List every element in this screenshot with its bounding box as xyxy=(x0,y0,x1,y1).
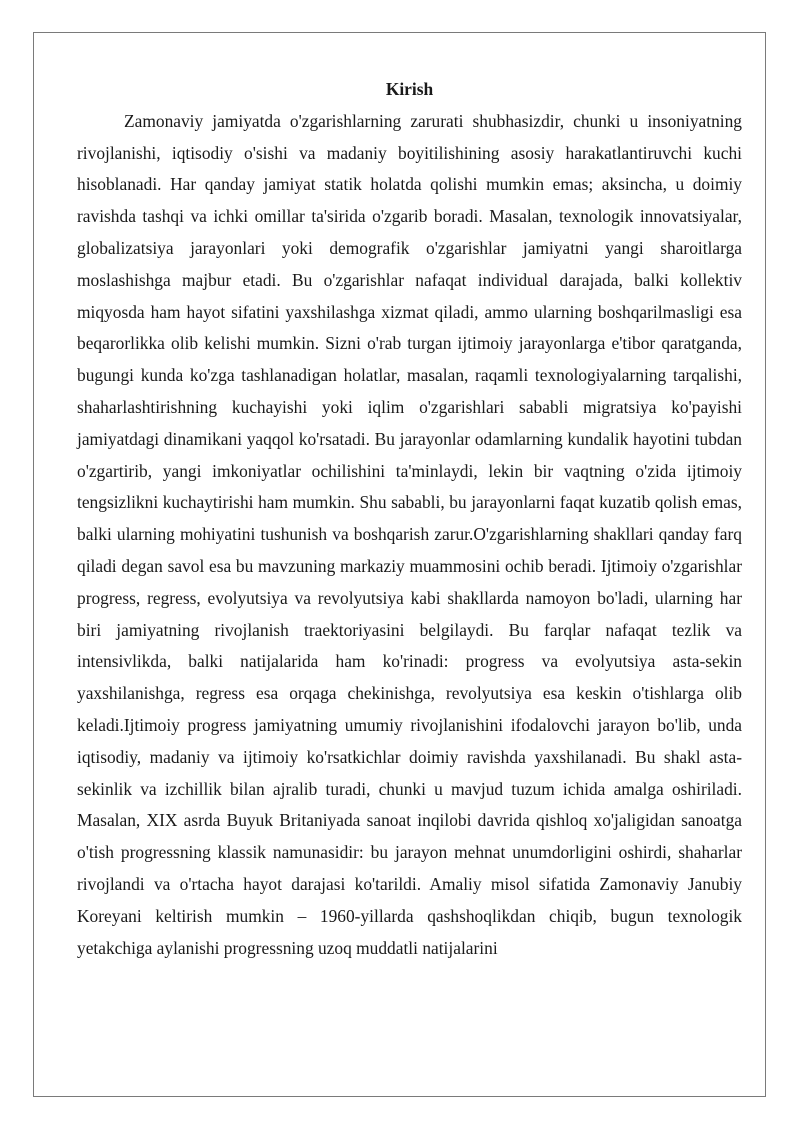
document-title: Kirish xyxy=(385,79,434,99)
document-body xyxy=(77,74,742,964)
body-paragraph: Zamonaviy jamiyatda o'zgarishlarning zarurati shubhasizdir, chunki u insoniyatning rivojlanishi, iqtisodiy o'sishi va madaniy boyitilishining asosiy harakatlantiruvchi kuchi hisoblanadi. Har qanday jamiyat statik holatda qolishi mumkin emas; aksincha, u doimiy ravishda tashqi va ichki omillar ta'sirida o'zgarib boradi. Masalan, texnologik innovatsiyalar, globalizatsiya jarayonlari yoki demografik o'zgarishlar jamiyatni yangi sharoitlarga moslashishga majbur etadi. Bu o'zgarishlar nafaqat individual darajada, balki kollektiv miqyosda ham hayot sifatini yaxshilashga xizmat qiladi, ammo ularning boshqarilmasligi esa beqarorlikka olib kelishi mumkin. Sizni o'rab turgan ijtimoiy jarayonlarga e'tibor qaratganda, bugungi kunda ko'zga tashlanadigan holatlar, masalan, raqamli texnologiyalarning tarqalishi, shaharlashtirishning kuchayishi yoki iqlim o'zgarishlari sababli migratsiya ko'payishi jamiyatdagi dinamikani yaqqol ko'rsatadi. Bu jarayonlar odamlarning kundalik hayotini tubdan o'zgartirib, yangi imkoniyatlar ochilishini ta'minlaydi, lekin bir vaqtning o'zida ijtimoiy tengsizlikni kuchaytirishi ham mumkin. Shu sababli, bu jarayonlarni faqat kuzatib qolish emas, balki ularning mohiyatini tushunish va boshqarish zarur.O'zgarishlarning shakllari qanday farq qiladi degan savol esa bu mavzuning markaziy muammosini ochib beradi. Ijtimoiy o'zgarishlar progress, regress, evolyutsiya va revolyutsiya kabi shakllarda namoyon bo'ladi, ularning har biri jamiyatning rivojlanish traektoriyasini belgilaydi. Bu farqlar nafaqat tezlik va intensivlikda, balki natijalarida ham ko'rinadi: progress va evolyutsiya asta-sekin yaxshilanishga, regress esa orqaga chekinishga, revolyutsiya esa keskin o'tishlarga olib keladi.Ijtimoiy progress jamiyatning umumiy rivojlanishini ifodalovchi jarayon bo'lib, unda iqtisodiy, madaniy va ijtimoiy ko'rsatkichlar doimiy ravishda yaxshilanadi. Bu shakl asta-sekinlik va izchillik bilan ajralib turadi, chunki u mavjud tuzum ichida amalga oshiriladi. Masalan, XIX asrda Buyuk Britaniyada sanoat inqilobi davrida qishloq xo'jaligidan sanoatga o'tish progressning klassik namunasidir: bu jarayon mehnat unumdorligini oshirdi, shaharlar rivojlandi va o'rtacha hayot darajasi ko'tarildi. Amaliy misol sifatida Zamonaviy Janubiy Koreyani keltirish mumkin – 1960-yillarda qashshoqlikdan chiqib, bugun texnologik yetakchiga aylanishi progressning uzoq muddatli natijalarini xyxy=(77,110,742,958)
